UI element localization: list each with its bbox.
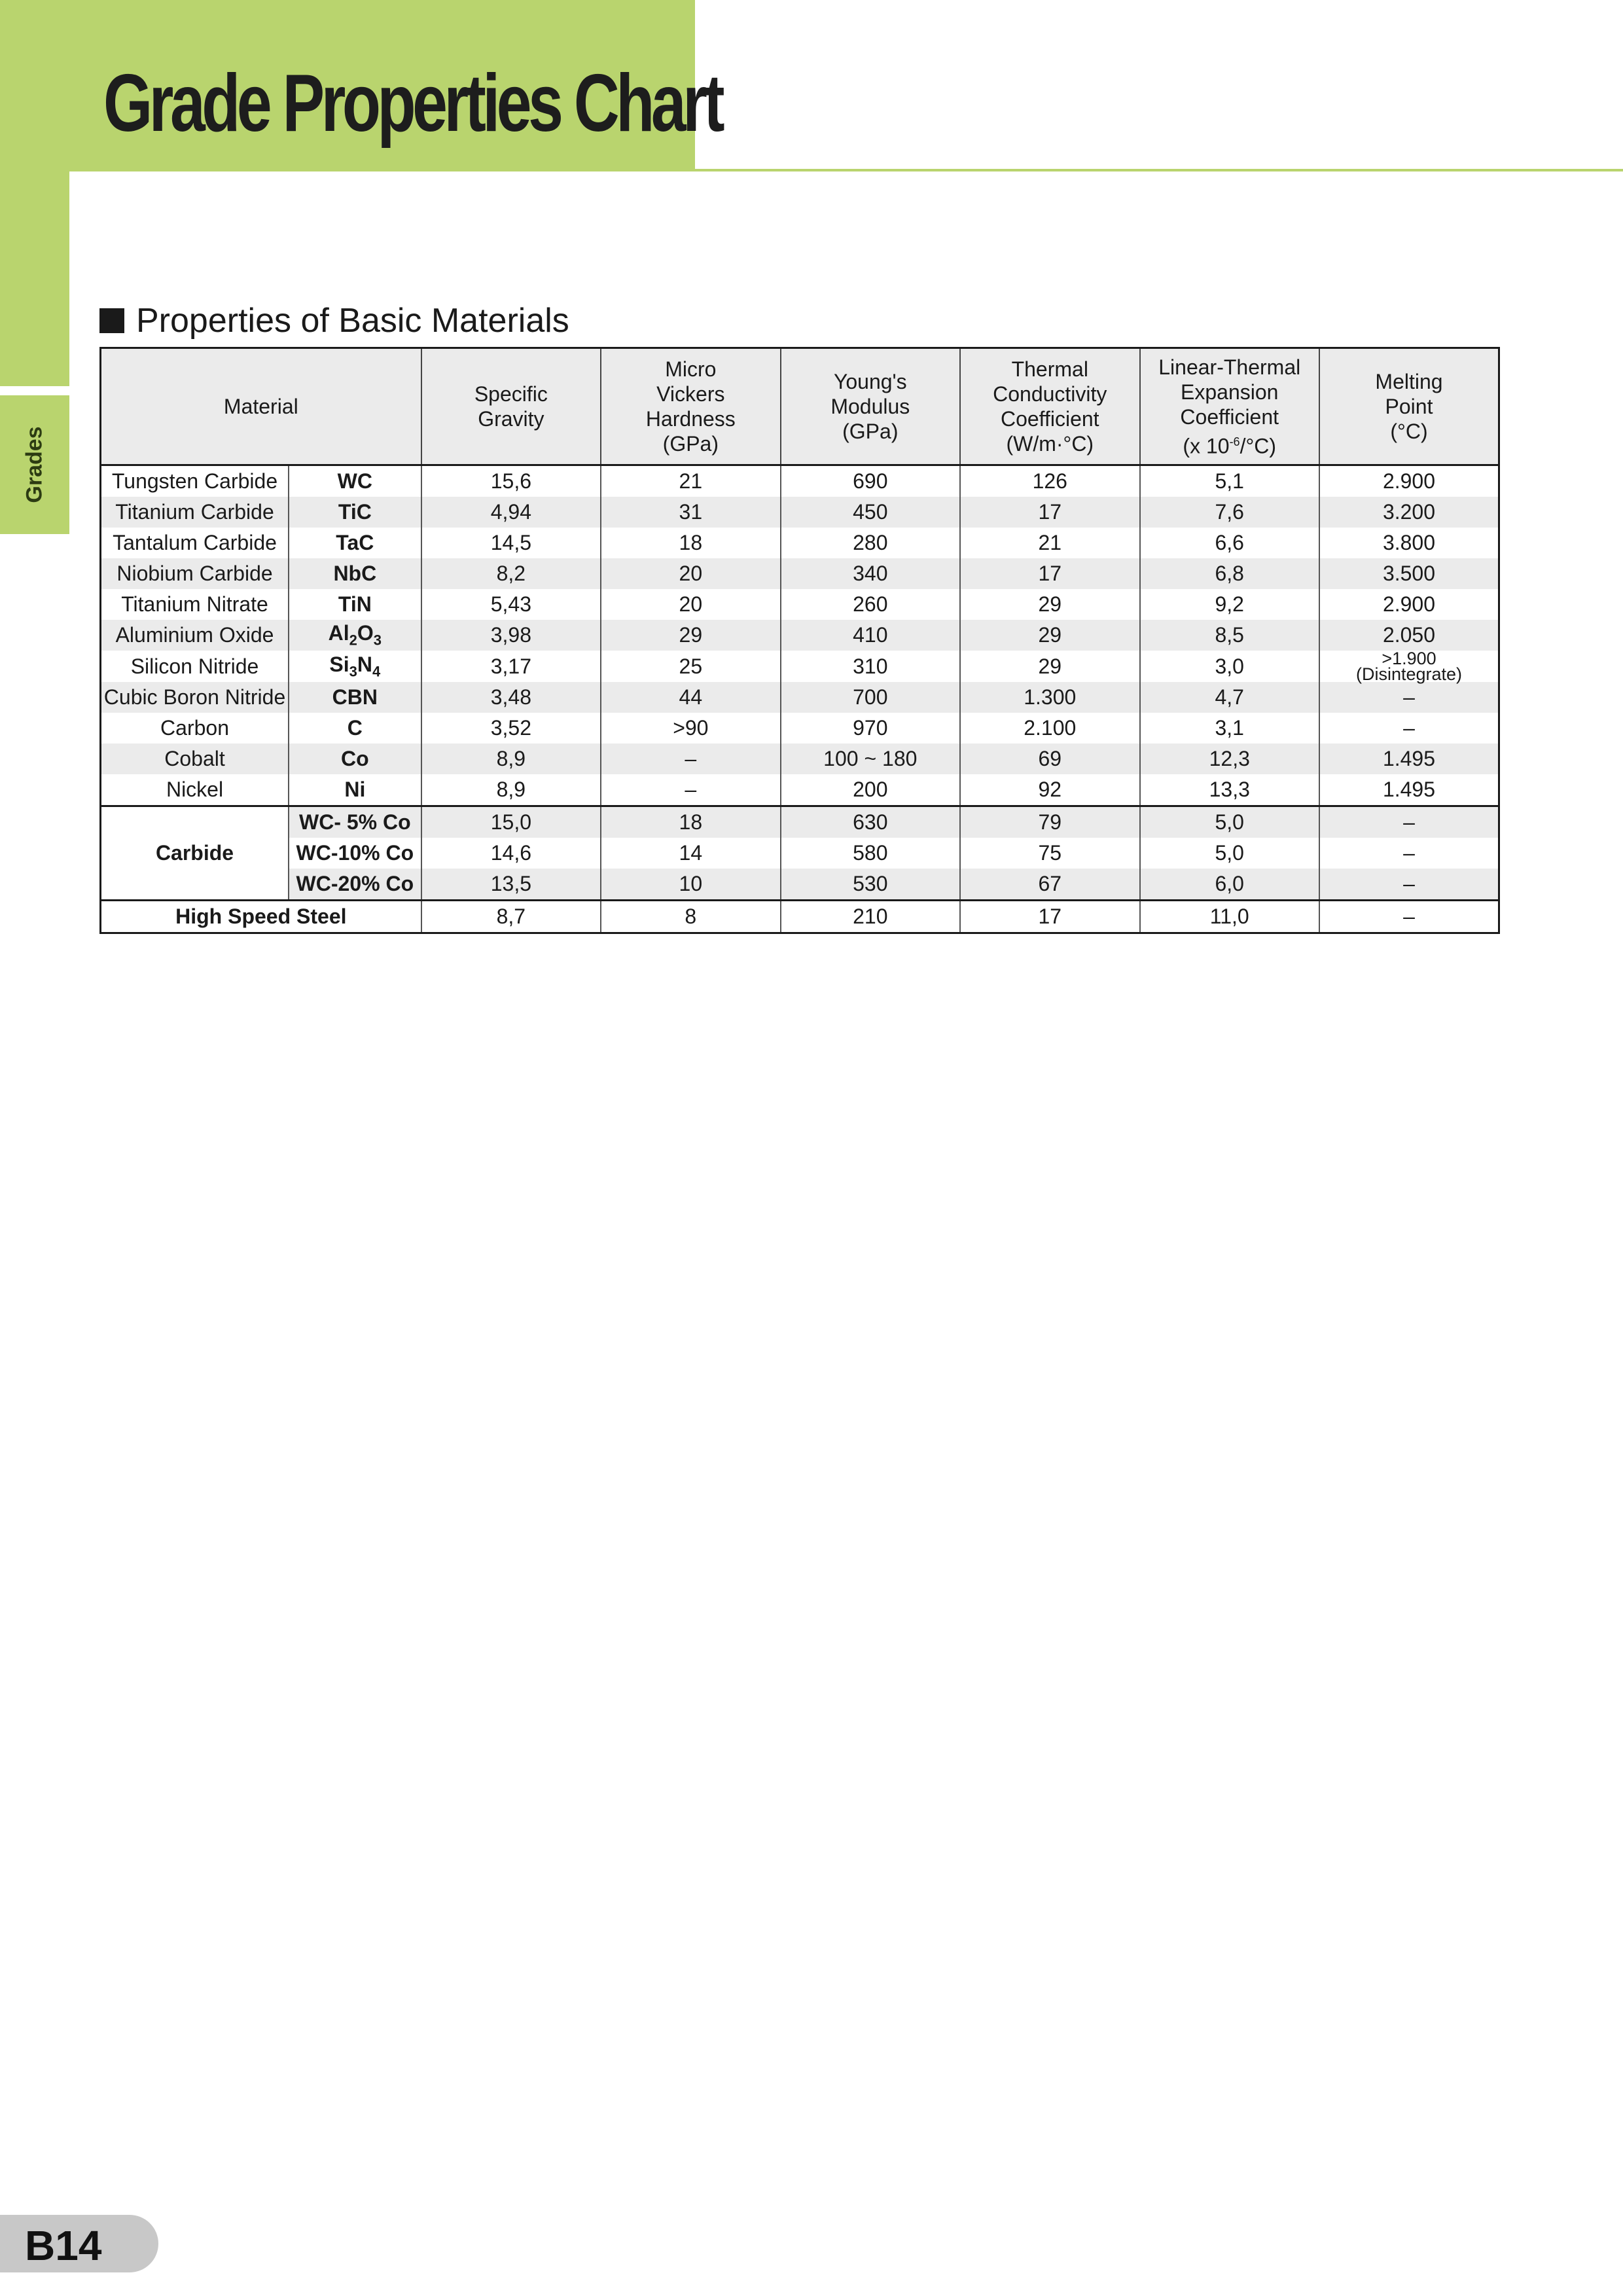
value-mp: 2.900 <box>1319 589 1499 620</box>
value-ym: 260 <box>781 589 960 620</box>
value-tc: 126 <box>960 465 1139 497</box>
value-sg: 8,2 <box>421 558 601 589</box>
value-hv: 20 <box>601 589 780 620</box>
value-ym: 200 <box>781 774 960 806</box>
value-sg: 3,98 <box>421 620 601 651</box>
value-ym: 580 <box>781 838 960 869</box>
value-tc: 92 <box>960 774 1139 806</box>
value-tec: 13,3 <box>1140 774 1319 806</box>
material-name: Titanium Carbide <box>101 497 289 528</box>
table-row <box>101 558 1499 589</box>
table-row <box>101 682 1499 713</box>
material-symbol: C <box>289 713 421 744</box>
value-tc: 67 <box>960 869 1139 901</box>
material-symbol: TiN <box>289 589 421 620</box>
value-tc: 17 <box>960 901 1139 933</box>
value-tec: 8,5 <box>1140 620 1319 651</box>
header-thermal-expansion: Linear-Thermal Expansion Coefficient (x $10^{-6}/^\circ C$) <box>1140 348 1319 465</box>
table-row <box>101 651 1499 682</box>
value-mp: 1.495 <box>1319 744 1499 774</box>
value-tc: 17 <box>960 558 1139 589</box>
value-tc: 29 <box>960 589 1139 620</box>
value-tec: 6,6 <box>1140 528 1319 558</box>
value-hv: 8 <box>601 901 780 933</box>
value-mp: 3.200 <box>1319 497 1499 528</box>
value-mp: – <box>1319 682 1499 713</box>
value-tec: 7,6 <box>1140 497 1319 528</box>
value-tec: 9,2 <box>1140 589 1319 620</box>
value-tec: 6,8 <box>1140 558 1319 589</box>
material-name: Nickel <box>101 774 289 806</box>
material-name: Carbon <box>101 713 289 744</box>
material-name: Cubic Boron Nitride <box>101 682 289 713</box>
value-hv: – <box>601 774 780 806</box>
header-material: Material <box>101 348 421 465</box>
hss-label: High Speed Steel <box>101 901 421 933</box>
value-tec: 3,1 <box>1140 713 1319 744</box>
table-row <box>101 497 1499 528</box>
header-rule <box>695 169 1623 171</box>
page-number: B14 <box>25 2222 102 2269</box>
value-ym: 700 <box>781 682 960 713</box>
value-ym: 450 <box>781 497 960 528</box>
value-mp: 3.500 <box>1319 558 1499 589</box>
value-ym: 530 <box>781 869 960 901</box>
section-heading <box>99 301 569 340</box>
value-tec: 4,7 <box>1140 682 1319 713</box>
value-ym: 690 <box>781 465 960 497</box>
material-symbol: $Si_3N_4$ <box>289 651 421 682</box>
value-sg: 8,7 <box>421 901 601 933</box>
value-ym: 340 <box>781 558 960 589</box>
material-symbol: TaC <box>289 528 421 558</box>
value-sg: 8,9 <box>421 744 601 774</box>
value-hv: >90 <box>601 713 780 744</box>
material-name: Niobium Carbide <box>101 558 289 589</box>
value-sg: 14,5 <box>421 528 601 558</box>
material-symbol: TiC <box>289 497 421 528</box>
value-tc: 2.100 <box>960 713 1139 744</box>
table-row <box>101 528 1499 558</box>
material-name: Silicon Nitride <box>101 651 289 682</box>
table-row <box>101 713 1499 744</box>
value-hv: 25 <box>601 651 780 682</box>
value-tec: 11,0 <box>1140 901 1319 933</box>
material-name: Tantalum Carbide <box>101 528 289 558</box>
value-hv: 18 <box>601 528 780 558</box>
value-tc: 29 <box>960 620 1139 651</box>
value-sg: 4,94 <box>421 497 601 528</box>
table-row-carbide <box>101 869 1499 901</box>
carbide-grade: WC- 5% Co <box>289 806 421 838</box>
header-youngs-modulus: Young's Modulus (GPa) <box>781 348 960 465</box>
value-mp: 2.900 <box>1319 465 1499 497</box>
value-tec: 6,0 <box>1140 869 1319 901</box>
material-symbol: Co <box>289 744 421 774</box>
value-mp: 1.495 <box>1319 774 1499 806</box>
value-tc: 29 <box>960 651 1139 682</box>
value-sg: 3,52 <box>421 713 601 744</box>
value-ym: 100 ~ 180 <box>781 744 960 774</box>
table-row-hss <box>101 901 1499 933</box>
value-hv: 29 <box>601 620 780 651</box>
carbide-group-label: Carbide <box>101 806 289 901</box>
value-sg: 14,6 <box>421 838 601 869</box>
value-ym: 280 <box>781 528 960 558</box>
value-hv: 21 <box>601 465 780 497</box>
side-strip <box>0 171 69 386</box>
table-row <box>101 589 1499 620</box>
value-ym: 210 <box>781 901 960 933</box>
value-tc: 69 <box>960 744 1139 774</box>
table-row <box>101 620 1499 651</box>
value-hv: 20 <box>601 558 780 589</box>
value-tec: 12,3 <box>1140 744 1319 774</box>
header-melting-point: Melting Point (°C) <box>1319 348 1499 465</box>
side-tab-grades[interactable] <box>0 393 69 534</box>
value-sg: 15,0 <box>421 806 601 838</box>
table-row <box>101 465 1499 497</box>
square-bullet-icon <box>99 308 124 333</box>
value-tc: 21 <box>960 528 1139 558</box>
value-tec: 3,0 <box>1140 651 1319 682</box>
value-ym: 970 <box>781 713 960 744</box>
value-tec: 5,1 <box>1140 465 1319 497</box>
value-mp: 3.800 <box>1319 528 1499 558</box>
table-header-row <box>101 348 1499 465</box>
value-hv: – <box>601 744 780 774</box>
value-hv: 18 <box>601 806 780 838</box>
carbide-grade: WC-20% Co <box>289 869 421 901</box>
value-hv: 44 <box>601 682 780 713</box>
value-mp: – <box>1319 869 1499 901</box>
material-symbol: Ni <box>289 774 421 806</box>
value-sg: 3,17 <box>421 651 601 682</box>
value-ym: 310 <box>781 651 960 682</box>
table-row <box>101 774 1499 806</box>
section-title: Properties of Basic Materials <box>136 302 569 340</box>
value-mp: – <box>1319 901 1499 933</box>
table-row-carbide <box>101 806 1499 838</box>
table-row-carbide <box>101 838 1499 869</box>
value-tc: 17 <box>960 497 1139 528</box>
material-name: Cobalt <box>101 744 289 774</box>
carbide-grade: WC-10% Co <box>289 838 421 869</box>
value-ym: 630 <box>781 806 960 838</box>
value-mp: – <box>1319 713 1499 744</box>
material-symbol: CBN <box>289 682 421 713</box>
value-sg: 3,48 <box>421 682 601 713</box>
value-mp: 2.050 <box>1319 620 1499 651</box>
material-symbol: WC <box>289 465 421 497</box>
value-sg: 13,5 <box>421 869 601 901</box>
side-tab-label: Grades <box>22 426 47 503</box>
value-tc: 1.300 <box>960 682 1139 713</box>
value-ym: 410 <box>781 620 960 651</box>
material-name: Aluminium Oxide <box>101 620 289 651</box>
value-tec: 5,0 <box>1140 838 1319 869</box>
value-mp: – <box>1319 806 1499 838</box>
page-title: Grade Properties Chart <box>103 58 722 149</box>
value-tc: 75 <box>960 838 1139 869</box>
value-sg: 15,6 <box>421 465 601 497</box>
value-hv: 31 <box>601 497 780 528</box>
material-name: Titanium Nitrate <box>101 589 289 620</box>
header-specific-gravity: Specific Gravity <box>421 348 601 465</box>
value-sg: 5,43 <box>421 589 601 620</box>
value-hv: 10 <box>601 869 780 901</box>
material-symbol: $Al_2O_3$ <box>289 620 421 651</box>
value-tc: 79 <box>960 806 1139 838</box>
header-hardness: Micro Vickers Hardness (GPa) <box>601 348 780 465</box>
value-sg: 8,9 <box>421 774 601 806</box>
table-row <box>101 744 1499 774</box>
properties-table <box>99 347 1500 934</box>
value-tec: 5,0 <box>1140 806 1319 838</box>
value-mp: >1.900 (Disintegrate) <box>1319 651 1499 682</box>
page-number-badge <box>0 2215 158 2272</box>
value-mp: – <box>1319 838 1499 869</box>
value-hv: 14 <box>601 838 780 869</box>
header-thermal-conductivity: Thermal Conductivity Coefficient (W/m·°C) <box>960 348 1139 465</box>
material-symbol: NbC <box>289 558 421 589</box>
material-name: Tungsten Carbide <box>101 465 289 497</box>
